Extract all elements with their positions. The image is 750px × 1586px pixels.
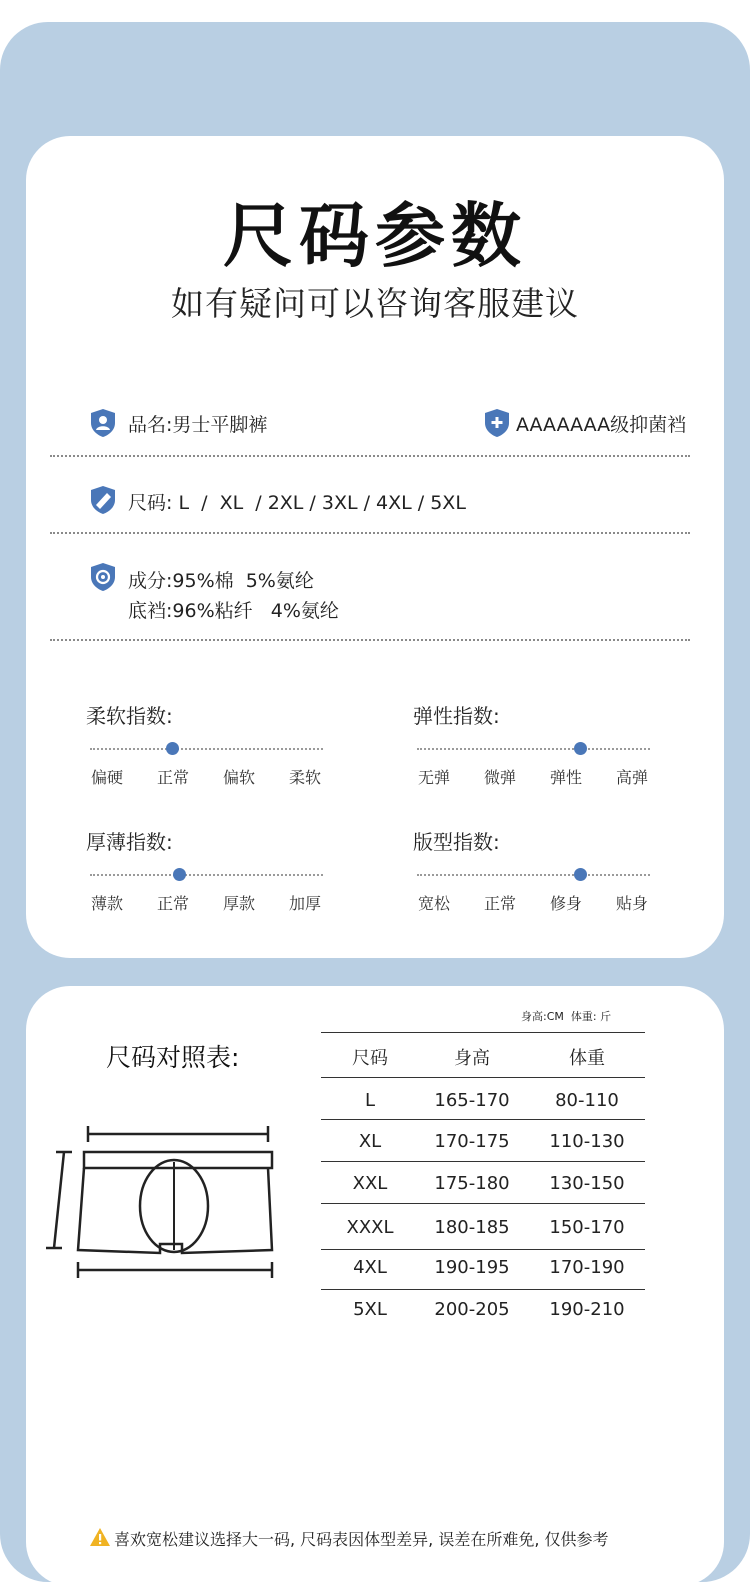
size-table-title: 尺码对照表: bbox=[106, 1043, 240, 1072]
table-rule bbox=[321, 1119, 645, 1120]
table-rule bbox=[321, 1203, 645, 1204]
table-cell: L bbox=[364, 1090, 376, 1111]
table-header-cell: 体重 bbox=[569, 1048, 605, 1069]
table-cell: 150-170 bbox=[549, 1217, 625, 1238]
index-title: 厚薄指数: bbox=[86, 830, 173, 854]
index-option-label: 高弹 bbox=[615, 768, 648, 787]
warning-icon bbox=[89, 1527, 111, 1547]
index-option-label: 正常 bbox=[483, 894, 516, 913]
table-header-cell: 尺码 bbox=[352, 1048, 388, 1069]
table-cell: 170-175 bbox=[434, 1131, 510, 1152]
unit-note: 身高:CM 体重: 斤 bbox=[521, 1010, 612, 1023]
table-rule bbox=[321, 1032, 645, 1033]
user-shield-icon bbox=[89, 408, 117, 438]
table-rule bbox=[321, 1161, 645, 1162]
table-header-cell: 身高 bbox=[454, 1048, 490, 1069]
product-name: 品名:男士平脚裤 bbox=[128, 414, 268, 436]
table-rule bbox=[321, 1289, 645, 1290]
index-option-label: 弹性 bbox=[549, 768, 582, 787]
index-option-label: 偏硬 bbox=[90, 768, 123, 787]
divider bbox=[50, 455, 690, 457]
index-option-label: 宽松 bbox=[417, 894, 450, 913]
table-cell: XXXL bbox=[346, 1217, 394, 1238]
shield-plus-icon bbox=[483, 408, 511, 438]
index-title: 柔软指数: bbox=[86, 704, 173, 728]
divider bbox=[50, 532, 690, 534]
index-option-label: 正常 bbox=[156, 768, 189, 787]
index-track bbox=[417, 874, 650, 876]
table-cell: 80-110 bbox=[555, 1090, 619, 1111]
table-cell: 200-205 bbox=[434, 1299, 510, 1320]
index-track bbox=[417, 748, 650, 750]
index-title: 弹性指数: bbox=[413, 704, 500, 728]
fabric-shield-icon bbox=[89, 562, 117, 592]
footer-note: 喜欢宽松建议选择大一码, 尺码表因体型差异, 误差在所难免, 仅供参考 bbox=[114, 1530, 609, 1549]
crotch-composition: 底裆:96%粘纤 4%氨纶 bbox=[128, 600, 339, 622]
table-cell: 190-210 bbox=[549, 1299, 625, 1320]
index-title: 版型指数: bbox=[413, 830, 500, 854]
index-option-label: 正常 bbox=[156, 894, 189, 913]
table-rule bbox=[321, 1249, 645, 1250]
index-marker bbox=[574, 868, 587, 881]
table-cell: 130-150 bbox=[549, 1173, 625, 1194]
size-chart-card bbox=[26, 986, 724, 1586]
index-option-label: 加厚 bbox=[288, 894, 321, 913]
table-cell: XXL bbox=[352, 1173, 388, 1194]
index-option-label: 微弹 bbox=[483, 768, 516, 787]
table-cell: 190-195 bbox=[434, 1257, 510, 1278]
index-track bbox=[90, 874, 323, 876]
index-track bbox=[90, 748, 323, 750]
table-rule bbox=[321, 1077, 645, 1078]
index-option-label: 偏软 bbox=[222, 768, 255, 787]
index-option-label: 无弹 bbox=[417, 768, 450, 787]
index-marker bbox=[166, 742, 179, 755]
index-option-label: 厚款 bbox=[222, 894, 255, 913]
boxer-measurement-diagram bbox=[40, 1120, 285, 1285]
table-cell: 5XL bbox=[353, 1299, 387, 1320]
index-marker bbox=[173, 868, 186, 881]
page-subtitle: 如有疑问可以咨询客服建议 bbox=[171, 284, 579, 323]
table-cell: 180-185 bbox=[434, 1217, 510, 1238]
index-marker bbox=[574, 742, 587, 755]
composition: 成分:95%棉 5%氨纶 bbox=[128, 570, 314, 592]
table-cell: 165-170 bbox=[434, 1090, 510, 1111]
table-cell: 110-130 bbox=[549, 1131, 625, 1152]
table-cell: 170-190 bbox=[549, 1257, 625, 1278]
index-option-label: 柔软 bbox=[288, 768, 321, 787]
table-cell: 4XL bbox=[353, 1257, 387, 1278]
table-cell: 175-180 bbox=[434, 1173, 510, 1194]
page-title: 尺码参数 bbox=[223, 195, 527, 277]
table-cell: XL bbox=[358, 1131, 382, 1152]
ruler-shield-icon bbox=[89, 485, 117, 515]
antibacterial-label: AAAAAAA级抑菌裆 bbox=[516, 414, 687, 436]
divider bbox=[50, 639, 690, 641]
index-option-label: 贴身 bbox=[615, 894, 648, 913]
size-list: 尺码: L / XL / 2XL / 3XL / 4XL / 5XL bbox=[128, 492, 466, 514]
index-option-label: 薄款 bbox=[90, 894, 123, 913]
index-option-label: 修身 bbox=[549, 894, 582, 913]
